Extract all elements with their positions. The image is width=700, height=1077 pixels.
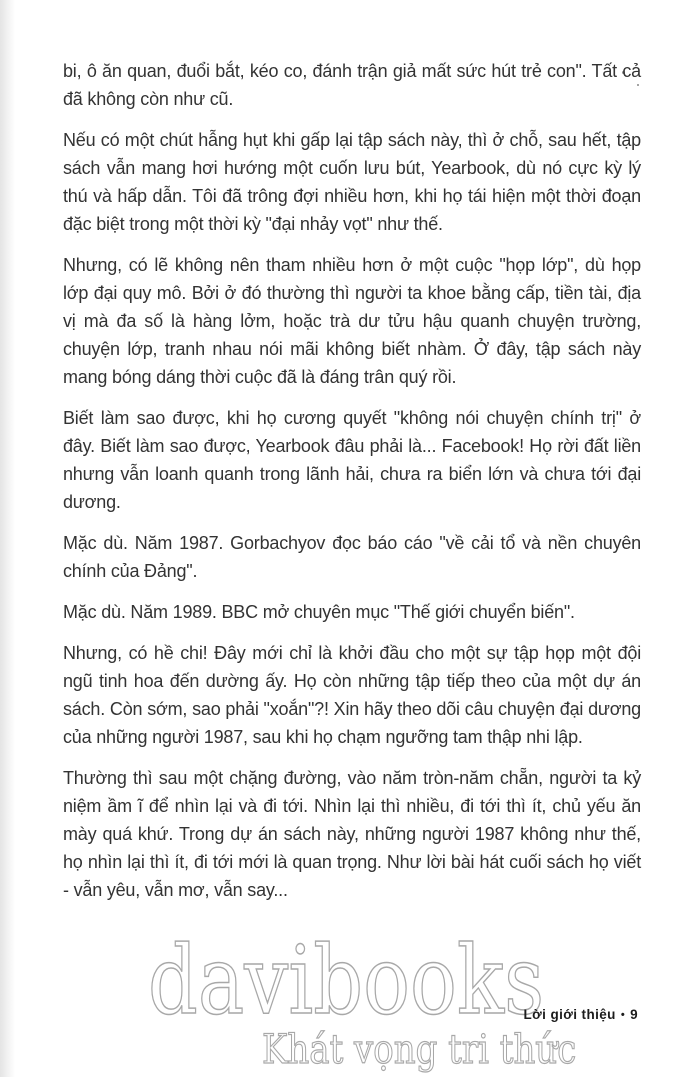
footer-separator: •	[620, 1009, 626, 1021]
paragraph: Nếu có một chút hẫng hụt khi gấp lại tập sách này, thì ở chỗ, sau hết, tập sách vẫn mang hơi hướng một cuốn lưu bút, Yearbook, dù nó cực kỳ lý thú và hấp dẫn. Tôi đã trông đợi nhiều hơn, khi họ tái hiện một thời đoạn đặc biệt trong một thời kỳ "đại nhảy vọt" như thế.	[63, 130, 641, 234]
paragraph: Thường thì sau một chặng đường, vào năm tròn-năm chẵn, người ta kỷ niệm ầm ĩ để nhìn lại và đi tới. Nhìn lại thì nhiều, đi tới thì ít, chủ yếu ăn mày quá khứ. Trong dự án sách này, những người 1987 không như thế, họ nhìn lại thì ít, đi tới mới là quan trọng. Như lời bài hát cuối sách họ viết - vẫn yêu, vẫn mơ, vẫn say...	[63, 768, 641, 900]
page-left-edge-shadow	[0, 0, 15, 1077]
paragraph: Mặc dù. Năm 1987. Gorbachyov đọc báo cáo "về cải tổ và nền chuyên chính của Đảng".	[63, 533, 641, 581]
paragraph: Nhưng, có hề chi! Đây mới chỉ là khởi đầu cho một sự tập họp một đội ngũ tinh hoa đến dường ấy. Họ còn những tập tiếp theo của một dự án sách. Còn sớm, sao phải "xoắn"?! Xin hãy theo dõi câu chuyện đại dương của những người 1987, sau khi họ chạm ngưỡng tam thập nhi lập.	[63, 643, 641, 747]
paragraph: Nhưng, có lẽ không nên tham nhiều hơn ở một cuộc "họp lớp", dù họp lớp đại quy mô. Bởi ở đó thường thì người ta khoe bằng cấp, tiền tài, địa vị mà đa số là hàng lởm, hoặc trà dư tửu hậu quanh chuyện trường, chuyện lớp, tranh nhau nói mãi không biết nhàm. Ở đây, tập sách này mang bóng dáng thời cuộc đã là đáng trân quý rồi.	[63, 255, 641, 387]
paragraph: Mặc dù. Năm 1989. BBC mở chuyên mục "Thế giới chuyển biến".	[63, 602, 575, 622]
footer-page-number: 9	[630, 1007, 638, 1022]
paragraph: bi, ô ăn quan, đuổi bắt, kéo co, đánh trận giả mất sức hút trẻ con". Tất cả đã không còn như cũ.	[63, 61, 641, 109]
watermark-slogan-text: Khát vọng tri thức	[262, 1027, 577, 1073]
page-footer	[524, 1007, 638, 1022]
paragraph: Biết làm sao được, khi họ cương quyết "không nói chuyện chính trị" ở đây. Biết làm sao được, Yearbook đâu phải là... Facebook! Họ rời đất liền nhưng vẫn loanh quanh trong lãnh hải, chưa ra biển lớn và chưa tới đại dương.	[63, 408, 641, 512]
footer-section-label: Lời giới thiệu	[523, 1007, 616, 1022]
watermark-brand-text: davibooks	[148, 926, 545, 1036]
page-text-block	[63, 57, 641, 917]
